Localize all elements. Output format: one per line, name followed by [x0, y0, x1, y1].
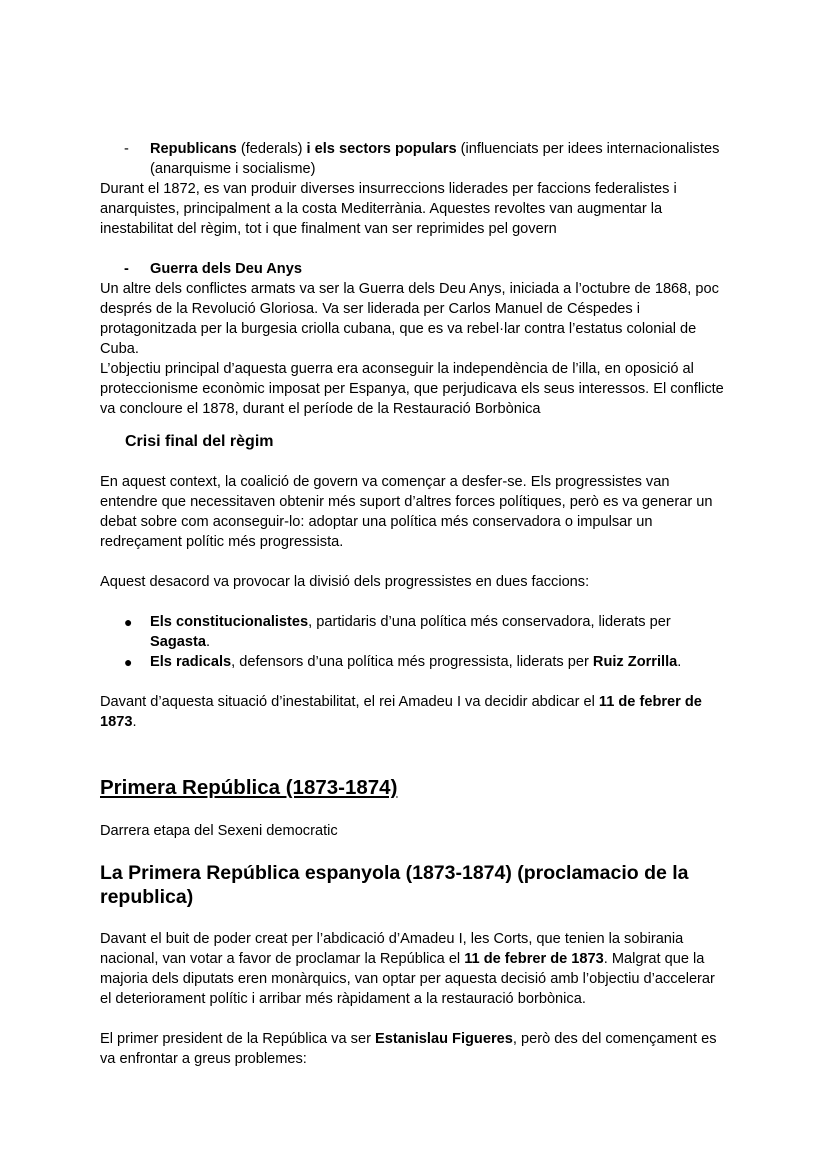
- paragraph-war-1: Un altre dels conflictes armats va ser la Guerra dels Deu Anys, iniciada a l’octubre de 1868, poc després de la Revolució Gloriosa. Va ser liderada per Carlos Manuel de Céspedes i protagonitzada per la burgesia criolla cubana, que es va rebel·lar contra l’estatus colonial de Cuba.: [100, 281, 719, 357]
- bullet-marker: ●: [124, 614, 133, 630]
- paragraph-crisis: En aquest context, la coalició de govern va començar a desfer-se. Els progressistes van entendre que necessitaven obtenir més suport d’altres forces polítiques, però es va generar un debat sobre com aconseguir-lo: adoptar una política més conservadora o impulsar un redreçament polític més progressista.: [100, 474, 713, 550]
- paragraph-abdication: Davant d’aquesta situació d’inestabilitat, el rei Amadeu I va decidir abdicar el 11 de febrer de 1873.: [100, 694, 702, 730]
- list-item-text: Republicans (federals) i els sectors populars (influenciats per idees internacionalistes (anarquisme i socialisme): [150, 141, 720, 177]
- bullet-item-constitutionalists: ● Els constitucionalistes, partidaris d’una política més conservadora, liderats per Sagasta.: [124, 614, 671, 650]
- heading-primera-republica: Primera República (1873-1874): [100, 776, 398, 799]
- document-body: [100, 139, 725, 1069]
- paragraph-1872: Durant el 1872, es van produir diverses insurreccions liderades per faccions federalistes i anarquistes, principalment a la costa Mediterrània. Aquestes revoltes van augmentar la inestabilitat del règim, tot i que finalment van ser reprimides pel govern: [100, 181, 677, 237]
- dash-marker: -: [124, 261, 129, 277]
- paragraph-president: El primer president de la República va ser Estanislau Figueres, però des del començament es va enfrontar a greus problemes:: [100, 1031, 717, 1067]
- paragraph-war-2: L’objectiu principal d’aquesta guerra era aconseguir la independència de l’illa, en oposició al proteccionisme econòmic imposat per Espanya, que perjudicava els seus interessos. El conflicte va concloure el 1878, durant el període de la Restauració Borbònica: [100, 361, 724, 417]
- list-item-ten-years-war: [100, 259, 725, 279]
- dash-marker: -: [124, 141, 129, 157]
- bullet-item-radicals: ● Els radicals, defensors d’una política més progressista, liderats per Ruiz Zorrilla.: [124, 654, 682, 670]
- paragraph-stage: Darrera etapa del Sexeni democratic: [100, 823, 338, 839]
- heading-proclamation: La Primera República espanyola (1873-1874) (proclamacio de la republica): [100, 862, 689, 908]
- list-item-republicans: [100, 139, 725, 179]
- paragraph-proclamation: Davant el buit de poder creat per l’abdicació d’Amadeu I, les Corts, que tenien la sobirania nacional, van votar a favor de proclamar la República el 11 de febrer de 1873. Malgrat que la majoria dels diputats eren monàrquics, van optar per aquesta decisió amb l’objectiu d’accelerar el deteriorament polític i arribar més ràpidament a la restauració borbònica.: [100, 931, 715, 1007]
- list-item-title: Guerra dels Deu Anys: [150, 261, 302, 277]
- bullet-marker: ●: [124, 654, 133, 670]
- section-heading-crisis: Crisi final del règim: [125, 433, 274, 450]
- paragraph-division: Aquest desacord va provocar la divisió dels progressistes en dues faccions:: [100, 574, 590, 590]
